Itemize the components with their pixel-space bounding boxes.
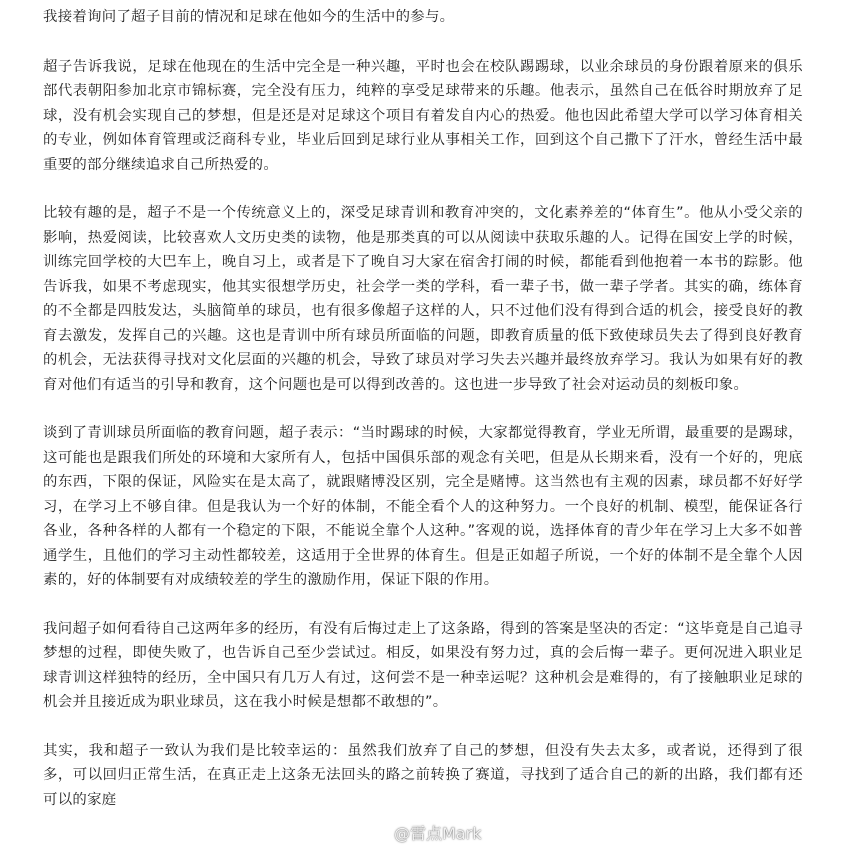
paragraph-5: 我问超子如何看待自己这两年多的经历，有没有后悔过走上了这条路，得到的答案是坚决的否定：“这毕竟是自己追寻梦想的过程，即使失败了，也告诉自己至少尝试过。相反，如果没有努力过，真的会后悔一辈子。更何况进入职业足球青训这样独特的经历，全中国只有几万人有过，这何尝不是一种幸运呢？这种机会是难得的，有了接触职业足球的机会并且接近成为职业球员，这在我小时候是想都不敢想的”。	[43, 620, 803, 710]
paragraph-1: 我接着询问了超子目前的情况和足球在他如今的生活中的参与。	[43, 9, 455, 25]
watermark-text: @雷点Mark	[394, 823, 482, 843]
paragraph-4: 谈到了青训球员所面临的教育问题，超子表示：“当时踢球的时候，大家都觉得教育，学业无所谓，最重要的是踢球，这可能也是跟我们所处的环境和大家所有人，包括中国俱乐部的观念有关吧，但是从长期来看，没有一个好的，兜底的东西，下限的保证，风险实在是太高了，就跟赌博没区别，完全是赌博。这当然也有主观的因素，球员都不好好学习，在学习上不够自律。但是我认为一个好的体制，不能全看个人的这种努力。一个良好的机制、模型，能保证各行各业，各种各样的人都有一个稳定的下限，不能说全靠个人这种。”客观的说，选择体育的青少年在学习上大多不如普通学生，且他们的学习主动性都较差，这适用于全世界的体育生。但是正如超子所说，一个好的体制不是全靠个人因素的，好的体制要有对成绩较差的学生的激励作用，保证下限的作用。	[43, 425, 803, 588]
paragraph-2: 超子告诉我说，足球在他现在的生活中完全是一种兴趣，平时也会在校队踢踢球，以业余球员的身份跟着原来的俱乐部代表朝阳参加北京市锦标赛，完全没有压力，纯粹的享受足球带来的乐趣。他表示，虽然自己在低谷时期放弃了足球，没有机会实现自己的梦想，但是还是对足球这个项目有着发自内心的热爱。他也因此希望大学可以学习体育相关的专业，例如体育管理或泛商科专业，毕业后回到足球行业从事相关工作，回到这个自己撒下了汗水，曾经生活中最重要的部分继续追求自己所热爱的。	[43, 58, 803, 173]
paragraph-3: 比较有趣的是，超子不是一个传统意义上的，深受足球青训和教育冲突的，文化素养差的“体育生”。他从小受父亲的影响，热爱阅读，比较喜欢人文历史类的读物，他是那类真的可以从阅读中获取乐趣的人。记得在国安上学的时候，训练完回学校的大巴车上，晚自习上，或者是下了晚自习大家在宿舍打闹的时候，都能看到他抱着一本书的踪影。他告诉我，如果不考虑现实，他其实很想学历史，社会学一类的学科，看一辈子书，做一辈子学者。其实的确，练体育的不全都是四肢发达，头脑简单的球员，也有很多像超子这样的人，只不过他们没有得到合适的机会，接受良好的教育去激发，发挥自己的兴趣。这也是青训中所有球员所面临的问题，即教育质量的低下致使球员失去了得到良好教育的机会，无法获得寻找对文化层面的兴趣的机会，导致了球员对学习失去兴趣并最终放弃学习。我认为如果有好的教育对他们有适当的引导和教育，这个问题也是可以得到改善的。这也进一步导致了社会对运动员的刻板印象。	[43, 205, 803, 393]
paragraph-6: 其实，我和超子一致认为我们是比较幸运的：虽然我们放弃了自己的梦想，但没有失去太多，或者说，还得到了很多，可以回归正常生活，在真正走上这条无法回头的路之前转换了赛道，寻找到了适合自己的新的出路，我们都有还可以的家庭	[43, 742, 803, 808]
article-body	[43, 5, 803, 836]
